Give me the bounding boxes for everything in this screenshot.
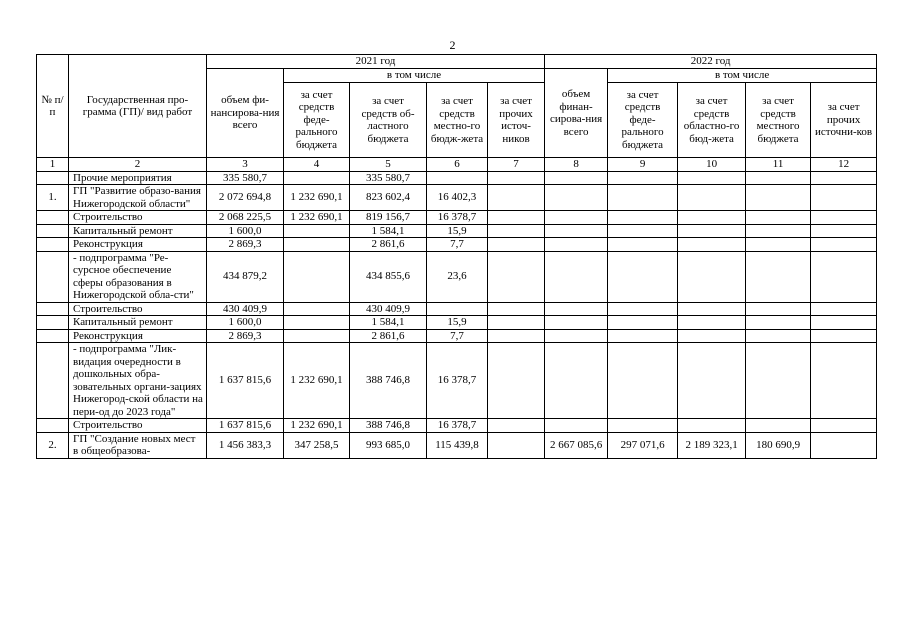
- federal-2022-cell: [608, 171, 678, 185]
- regional-2021-cell: 823 602,4: [350, 185, 427, 211]
- federal-2021-cell: [284, 224, 350, 238]
- table-row: [37, 316, 877, 330]
- other-2021-cell: [488, 329, 545, 343]
- regional-2022-cell: [678, 419, 746, 433]
- regional-2022-cell: [678, 302, 746, 316]
- row-name: ГП "Развитие образо-вания Нижегородской области": [69, 185, 207, 211]
- total-2022-cell: [545, 251, 608, 302]
- local-2022-cell: [746, 302, 811, 316]
- other-2021-cell: [488, 432, 545, 458]
- local-2022-cell: [746, 238, 811, 252]
- local-2022-cell: [746, 343, 811, 419]
- local-2021-cell: 115 439,8: [427, 432, 488, 458]
- total-2021-cell: 335 580,7: [207, 171, 284, 185]
- column-number: 5: [350, 158, 427, 172]
- regional-2022-cell: [678, 329, 746, 343]
- local-2021-cell: 16 378,7: [427, 343, 488, 419]
- regional-2022-cell: [678, 238, 746, 252]
- federal-2022-cell: 297 071,6: [608, 432, 678, 458]
- other-2022-cell: [811, 211, 877, 225]
- local-2021-cell: 16 378,7: [427, 419, 488, 433]
- total-2021-cell: 2 869,3: [207, 238, 284, 252]
- column-number: 2: [69, 158, 207, 172]
- federal-2021-cell: [284, 316, 350, 330]
- total-2022-cell: [545, 302, 608, 316]
- row-num: 1.: [37, 185, 69, 211]
- federal-2021-cell: [284, 302, 350, 316]
- other-2021-cell: [488, 171, 545, 185]
- other-2022-cell: [811, 251, 877, 302]
- regional-2021-cell: 2 861,6: [350, 329, 427, 343]
- row-name: Капитальный ремонт: [69, 316, 207, 330]
- row-num: [37, 329, 69, 343]
- row-num: [37, 316, 69, 330]
- total-2021-cell: 430 409,9: [207, 302, 284, 316]
- header-total-2021: объем фи-нансирова-ния всего: [207, 69, 284, 158]
- other-2022-cell: [811, 224, 877, 238]
- federal-2022-cell: [608, 419, 678, 433]
- row-name: Строительство: [69, 419, 207, 433]
- total-2021-cell: 434 879,2: [207, 251, 284, 302]
- row-num: [37, 302, 69, 316]
- column-number: 3: [207, 158, 284, 172]
- budget-table: [36, 54, 877, 459]
- regional-2021-cell: 434 855,6: [350, 251, 427, 302]
- column-number: 8: [545, 158, 608, 172]
- regional-2022-cell: [678, 343, 746, 419]
- row-name: Строительство: [69, 211, 207, 225]
- row-num: [37, 171, 69, 185]
- table-row: [37, 419, 877, 433]
- header-federal-2022: за счет средств феде-рального бюджета: [608, 83, 678, 158]
- table-row: [37, 302, 877, 316]
- other-2022-cell: [811, 343, 877, 419]
- header-including-2022: в том числе: [608, 69, 877, 83]
- federal-2022-cell: [608, 238, 678, 252]
- local-2021-cell: 7,7: [427, 238, 488, 252]
- regional-2021-cell: 388 746,8: [350, 419, 427, 433]
- row-name: Реконструкция: [69, 238, 207, 252]
- local-2022-cell: [746, 419, 811, 433]
- local-2022-cell: [746, 251, 811, 302]
- table-row: [37, 432, 877, 458]
- row-num: 2.: [37, 432, 69, 458]
- header-local-2021: за счет средств местно-го бюдж-жета: [427, 83, 488, 158]
- federal-2021-cell: [284, 329, 350, 343]
- header-including-2021: в том числе: [284, 69, 545, 83]
- local-2021-cell: 7,7: [427, 329, 488, 343]
- other-2022-cell: [811, 302, 877, 316]
- column-number: 7: [488, 158, 545, 172]
- row-num: [37, 251, 69, 302]
- other-2022-cell: [811, 419, 877, 433]
- column-number: 12: [811, 158, 877, 172]
- local-2022-cell: [746, 185, 811, 211]
- row-name: Реконструкция: [69, 329, 207, 343]
- federal-2021-cell: 1 232 690,1: [284, 211, 350, 225]
- other-2021-cell: [488, 343, 545, 419]
- federal-2022-cell: [608, 316, 678, 330]
- header-year-2021: 2021 год: [207, 55, 545, 69]
- local-2021-cell: [427, 302, 488, 316]
- federal-2021-cell: 1 232 690,1: [284, 343, 350, 419]
- total-2021-cell: 2 869,3: [207, 329, 284, 343]
- row-num: [37, 224, 69, 238]
- local-2021-cell: [427, 171, 488, 185]
- other-2021-cell: [488, 302, 545, 316]
- row-name: ГП "Создание новых мест в общеобразова-: [69, 432, 207, 458]
- regional-2021-cell: 430 409,9: [350, 302, 427, 316]
- header-other-2021: за счет прочих источ-ников: [488, 83, 545, 158]
- table-row: [37, 185, 877, 211]
- other-2022-cell: [811, 238, 877, 252]
- total-2022-cell: [545, 343, 608, 419]
- header-program: Государственная про-грамма (ГП)/ вид работ: [69, 55, 207, 158]
- federal-2022-cell: [608, 343, 678, 419]
- regional-2021-cell: 1 584,1: [350, 224, 427, 238]
- other-2022-cell: [811, 329, 877, 343]
- header-num: № п/п: [37, 55, 69, 158]
- row-name: - подпрограмма "Лик-видация очередности в дошкольных обра-зовательных органи-зациях Нижегород-ской области на пери-од до 2023 года": [69, 343, 207, 419]
- header-regional-2021: за счет средств об-ластного бюджета: [350, 83, 427, 158]
- column-number: 6: [427, 158, 488, 172]
- local-2022-cell: [746, 211, 811, 225]
- other-2021-cell: [488, 251, 545, 302]
- other-2021-cell: [488, 185, 545, 211]
- regional-2021-cell: 2 861,6: [350, 238, 427, 252]
- federal-2021-cell: 347 258,5: [284, 432, 350, 458]
- header-local-2022: за счет средств местного бюджета: [746, 83, 811, 158]
- regional-2022-cell: 2 189 323,1: [678, 432, 746, 458]
- total-2021-cell: 1 637 815,6: [207, 343, 284, 419]
- local-2021-cell: 15,9: [427, 316, 488, 330]
- header-year-2022: 2022 год: [545, 55, 877, 69]
- regional-2021-cell: 819 156,7: [350, 211, 427, 225]
- table-row: [37, 343, 877, 419]
- column-number: 11: [746, 158, 811, 172]
- row-num: [37, 238, 69, 252]
- table-row: [37, 224, 877, 238]
- total-2022-cell: [545, 224, 608, 238]
- row-name: Капитальный ремонт: [69, 224, 207, 238]
- total-2022-cell: [545, 419, 608, 433]
- regional-2021-cell: 1 584,1: [350, 316, 427, 330]
- table-row: [37, 238, 877, 252]
- table-row: [37, 211, 877, 225]
- local-2022-cell: [746, 316, 811, 330]
- row-name: Прочие мероприятия: [69, 171, 207, 185]
- column-number: 9: [608, 158, 678, 172]
- regional-2022-cell: [678, 211, 746, 225]
- federal-2021-cell: [284, 171, 350, 185]
- column-number: 1: [37, 158, 69, 172]
- total-2021-cell: 1 456 383,3: [207, 432, 284, 458]
- federal-2022-cell: [608, 251, 678, 302]
- local-2022-cell: [746, 329, 811, 343]
- column-number: 4: [284, 158, 350, 172]
- local-2021-cell: 15,9: [427, 224, 488, 238]
- local-2021-cell: 16 402,3: [427, 185, 488, 211]
- header-regional-2022: за счет средств областно-го бюд-жета: [678, 83, 746, 158]
- regional-2022-cell: [678, 185, 746, 211]
- other-2021-cell: [488, 224, 545, 238]
- local-2021-cell: 16 378,7: [427, 211, 488, 225]
- other-2022-cell: [811, 185, 877, 211]
- total-2022-cell: [545, 211, 608, 225]
- column-number: 10: [678, 158, 746, 172]
- other-2021-cell: [488, 419, 545, 433]
- regional-2022-cell: [678, 171, 746, 185]
- federal-2021-cell: 1 232 690,1: [284, 419, 350, 433]
- table-row: [37, 251, 877, 302]
- other-2021-cell: [488, 211, 545, 225]
- total-2021-cell: 1 637 815,6: [207, 419, 284, 433]
- total-2021-cell: 1 600,0: [207, 224, 284, 238]
- regional-2022-cell: [678, 316, 746, 330]
- table-row: [37, 171, 877, 185]
- page-number: 2: [449, 38, 456, 52]
- header-total-2022: объем финан-сирова-ния всего: [545, 69, 608, 158]
- row-num: [37, 343, 69, 419]
- total-2021-cell: 2 068 225,5: [207, 211, 284, 225]
- regional-2021-cell: 335 580,7: [350, 171, 427, 185]
- row-num: [37, 211, 69, 225]
- total-2022-cell: 2 667 085,6: [545, 432, 608, 458]
- column-number-row: [37, 158, 877, 172]
- federal-2021-cell: [284, 251, 350, 302]
- total-2022-cell: [545, 329, 608, 343]
- total-2021-cell: 1 600,0: [207, 316, 284, 330]
- regional-2021-cell: 388 746,8: [350, 343, 427, 419]
- total-2022-cell: [545, 171, 608, 185]
- total-2022-cell: [545, 316, 608, 330]
- federal-2022-cell: [608, 224, 678, 238]
- federal-2022-cell: [608, 302, 678, 316]
- federal-2022-cell: [608, 211, 678, 225]
- table-row: [37, 329, 877, 343]
- other-2021-cell: [488, 238, 545, 252]
- header-other-2022: за счет прочих источни-ков: [811, 83, 877, 158]
- local-2022-cell: 180 690,9: [746, 432, 811, 458]
- federal-2022-cell: [608, 329, 678, 343]
- local-2022-cell: [746, 224, 811, 238]
- other-2022-cell: [811, 432, 877, 458]
- local-2021-cell: 23,6: [427, 251, 488, 302]
- row-name: - подпрограмма "Ре-сурсное обеспечение сферы образования в Нижегородской обла-сти": [69, 251, 207, 302]
- local-2022-cell: [746, 171, 811, 185]
- federal-2021-cell: [284, 238, 350, 252]
- row-name: Строительство: [69, 302, 207, 316]
- header-federal-2021: за счет средств феде-рального бюджета: [284, 83, 350, 158]
- other-2022-cell: [811, 171, 877, 185]
- regional-2021-cell: 993 685,0: [350, 432, 427, 458]
- federal-2021-cell: 1 232 690,1: [284, 185, 350, 211]
- regional-2022-cell: [678, 251, 746, 302]
- total-2022-cell: [545, 185, 608, 211]
- federal-2022-cell: [608, 185, 678, 211]
- other-2021-cell: [488, 316, 545, 330]
- regional-2022-cell: [678, 224, 746, 238]
- total-2021-cell: 2 072 694,8: [207, 185, 284, 211]
- other-2022-cell: [811, 316, 877, 330]
- row-num: [37, 419, 69, 433]
- total-2022-cell: [545, 238, 608, 252]
